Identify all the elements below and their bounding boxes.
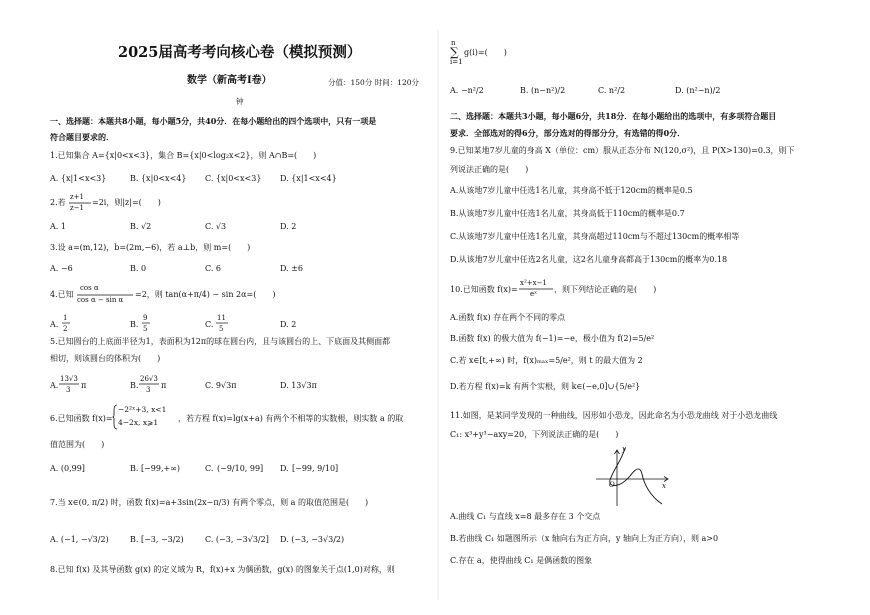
q6-option-a: A. (0,99] xyxy=(50,464,85,473)
q5-option-a-num: 13√3 xyxy=(60,375,78,383)
q5-line2: 相切，则该圆台的体积为( ) xyxy=(50,354,161,363)
q4-option-d: D. 2 xyxy=(280,320,297,329)
q9-line1: 9.已知某地7岁儿童的身高 X（单位：cm）服从正态分布 N(120,σ²)，且 P(X>130)=0.3，则下 xyxy=(450,146,795,155)
q10-option-c: C.若 x∈[t,+∞) 时，f(x)ₘₐₓ=5/e²，则 t 的最大值为 2 xyxy=(450,356,643,365)
q11-fig-origin-label: O xyxy=(609,481,615,489)
q11-line1: 11.如图，是某同学发现的一种曲线，因形如小恐龙，因此命名为小恐龙曲线 对于小恐龙曲线 xyxy=(450,411,778,420)
q5-option-c: C. 9√3π xyxy=(205,381,237,390)
section2-heading-cont: 要求．全部选对的得6分，部分选对的得部分分，有选错的得0分． xyxy=(450,128,686,138)
exam-meta-wrap: 钟 xyxy=(236,97,244,106)
q5-option-b-num: 26√3 xyxy=(140,375,158,383)
q1-option-a: A. {x|1<x<3} xyxy=(50,174,107,183)
q4-option-a-num: 1 xyxy=(63,314,68,322)
section1-heading-cont: 符合题目要求的． xyxy=(50,132,114,142)
q6-option-c-value: (−9/10, 99] xyxy=(217,464,264,473)
q7-option-c: C. (−3, −3√3/2] xyxy=(205,535,269,544)
q11-option-c: C.存在 a，使得曲线 C₁ 是偶函数的图象 xyxy=(450,556,593,565)
q6-post: ，若方程 f(x)=lg(x+a) 有两个不相等的实数根，则实数 a 的取 xyxy=(178,414,404,423)
q8-option-d: D. (n²−n)/2 xyxy=(675,86,721,95)
q2-pre: 2.若 xyxy=(50,198,66,207)
q6-case2: 4−2x, x⩾1 xyxy=(118,418,159,427)
q2-frac-den: z−1 xyxy=(70,204,85,212)
q6-option-b: B. [−99,+∞) xyxy=(130,464,180,473)
q5-option-b-post: π xyxy=(161,381,167,390)
q4-option-frac-bars xyxy=(62,322,232,324)
q8-option-b: B. (n−n²)/2 xyxy=(520,86,566,95)
q4-post: =2，则 tan(α+π/4) − sin 2α=( ) xyxy=(135,290,276,299)
q2-option-b: B. √2 xyxy=(130,222,152,231)
q6-option-d-value: [−99, 9/10] xyxy=(292,464,339,473)
q10-option-b: B.函数 f(x) 的极大值为 f(−1)=−e，极小值为 f(2)=5/e² xyxy=(450,334,655,343)
q2-post: =2i，则|z|=( ) xyxy=(92,198,161,207)
exam-title: 2025届高考考向核心卷（模拟预测） xyxy=(118,44,362,61)
q10-pre: 10.已知函数 f(x)= xyxy=(450,285,518,294)
q6-option-d-label: D. xyxy=(280,464,289,473)
q10-option-a: A.函数 f(x) 存在两个不同的零点 xyxy=(450,313,566,322)
q5-line1: 5.已知圆台的上底面半径为1，表面积为12π的球在圆台内，且与该圆台的上、下底面及其侧面都 xyxy=(50,337,391,346)
q2-frac-num: z+1 xyxy=(70,193,85,201)
q6-line2: 值范围为( ) xyxy=(50,440,105,449)
q9-option-c: C.从该地7岁儿童中任选1名儿童，其身高超过110cm与不超过130cm的概率相等 xyxy=(450,232,740,241)
q10-post: ，则下列结论正确的是( ) xyxy=(554,285,657,294)
exam-subject: 数学（新高考Ⅰ卷） xyxy=(187,75,272,86)
q9-option-d: D.从该地7岁儿童中任选2名儿童，这2名儿童身高都高于130cm的概率为0.18 xyxy=(450,255,728,264)
exam-meta: 分值：150分 时间：120分 xyxy=(328,78,420,87)
q5-option-a-post: π xyxy=(81,381,87,390)
q7-option-a: A. (−1, −√3/2) xyxy=(50,535,109,544)
q1-option-b: B. {x|0<x<4} xyxy=(130,174,187,183)
q4-frac-den: cos α − sin α xyxy=(77,296,124,304)
column-divider xyxy=(437,30,439,600)
q4-option-c-num: 11 xyxy=(217,314,226,322)
q2-option-c: C. √3 xyxy=(205,222,227,231)
q11-line2: C₁: x³+y³−axy=20，下列说法正确的是( ) xyxy=(450,430,619,439)
q10-frac-num: x²+x−1 xyxy=(520,279,547,287)
q1-option-c: C. {x|0<x<3} xyxy=(205,174,262,183)
q1-stem: 1.已知集合 A={x|0<x<3}，集合 B={x|0<log₂x<2}，则 A∩B=( ) xyxy=(50,151,317,160)
q11-option-a: A.曲线 C₁ 与直线 x=8 最多存在 3 个交点 xyxy=(450,512,601,521)
q2-option-d: D. 2 xyxy=(280,222,297,231)
q5-option-frac-bars xyxy=(59,383,169,385)
q6-case1: −2²ˣ+3, x<1 xyxy=(118,405,167,414)
q5-option-d: D. 13√3π xyxy=(280,381,317,390)
q7-stem: 7.当 x∈(0, π/2) 时，函数 f(x)=a+3sin(2x−π/3) 有两个零点，则 a 的取值范围是( ) xyxy=(50,498,369,507)
q11-fig-y-label: y xyxy=(622,445,626,453)
q4-option-b-den: 5 xyxy=(143,325,148,333)
q1-option-d: D. {x|1<x<4} xyxy=(280,174,337,183)
q8-sum-text: g(i)=( ) xyxy=(464,48,507,57)
q2-option-a: A. 1 xyxy=(50,222,66,231)
q8-sum-bottom: i=1 xyxy=(450,58,463,66)
q3-stem: 3.设 a=(m,12)，b=(2m,−6)，若 a⊥b，则 m=( ) xyxy=(50,243,251,252)
sigma-icon: ∑ xyxy=(450,45,459,59)
q4-option-b-num: 9 xyxy=(143,314,148,322)
q9-option-a: A.从该地7岁儿童中任选1名儿童，其身高不低于120cm的概率是0.5 xyxy=(450,186,693,195)
q10-frac-den: eˣ xyxy=(530,290,538,298)
q4-option-a-den: 2 xyxy=(63,325,68,333)
q5-option-a-label: A. xyxy=(50,381,59,390)
q7-option-d: D. (−3, −3√3/2) xyxy=(280,535,345,544)
q8-option-a: A. −n²/2 xyxy=(450,86,484,95)
q5-option-b-den: 3 xyxy=(146,386,151,394)
q3-option-b: B. 0 xyxy=(130,264,147,273)
q8-option-c: C. n²/2 xyxy=(598,86,626,95)
q4-option-c-den: 5 xyxy=(219,325,224,333)
q11-fig-x-label: x xyxy=(662,482,666,490)
q11-dinosaur-figure xyxy=(592,446,670,508)
q9-option-b: B.从该地7岁儿童中任选1名儿童，其身高低于110cm的概率是0.7 xyxy=(450,209,685,218)
q11-option-b: B.若曲线 C₁ 如题图所示（x 轴向右为正方向，y 轴向上为正方向），则 a>0 xyxy=(450,534,719,543)
q4-frac-num: cos α xyxy=(80,284,99,292)
section2-heading: 二、选择题：本题共3小题，每小题6分，共18分．在每小题给出的选项中，有多项符合题目 xyxy=(450,111,777,121)
q8-stem: 8.已知 f(x) 及其导函数 g(x) 的定义域为 R，f(x)+x 为偶函数，g(x) 的图象关于点(1,0)对称，则 xyxy=(50,565,395,574)
q5-option-b-label: B. xyxy=(130,381,139,390)
q3-option-a: A. −6 xyxy=(50,264,73,273)
q3-option-d: D. ±6 xyxy=(280,264,304,273)
q8-sum-top: n xyxy=(451,39,456,47)
section1-heading: 一、选择题：本题共8小题，每小题5分，共40分．在每小题给出的四个选项中，只有一项是 xyxy=(50,116,377,126)
q4-option-b-label: B. xyxy=(130,320,139,329)
q4-option-a-label: A. xyxy=(50,320,59,329)
q6-option-c-label: C. xyxy=(205,464,214,473)
q4-pre: 4.已知 xyxy=(50,290,74,299)
q4-option-c-label: C. xyxy=(205,320,214,329)
q10-option-d: D.若方程 f(x)=k 有两个实根，则 k∈(−e,0]∪{5/e²} xyxy=(450,382,641,391)
q6-pre: 6.已知函数 f(x)= xyxy=(50,414,113,423)
q7-option-b: B. [−3, −3/2) xyxy=(130,535,184,544)
q3-option-c: C. 6 xyxy=(205,264,222,273)
q5-option-a-den: 3 xyxy=(66,386,71,394)
q9-line2: 列说法正确的是( ) xyxy=(450,165,529,174)
